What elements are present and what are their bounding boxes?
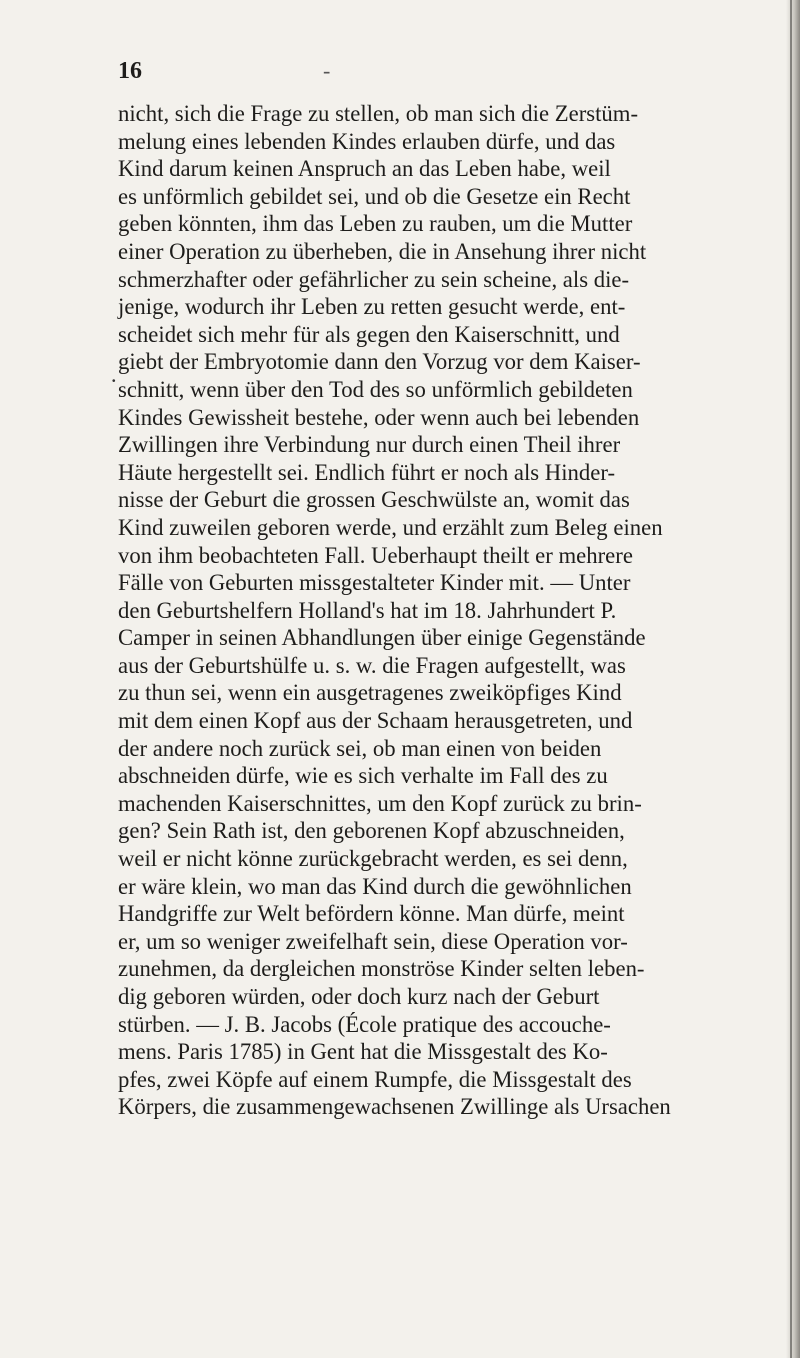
text-line: er wäre klein, wo man das Kind durch die gewöhnlichen [118,873,632,899]
text-line: scheidet sich mehr für als gegen den Kaiserschnitt, und [118,321,620,347]
text-line: den Geburtshelfern Holland's hat im 18. Jahrhundert P. [118,597,617,623]
text-line: Kind zuweilen geboren werde, und erzählt zum Beleg einen [118,514,663,540]
text-line: abschneiden dürfe, wie es sich verhalte im Fall des zu [118,763,608,789]
text-line: zunehmen, da dergleichen monströse Kinder selten leben- [118,956,645,982]
text-line: mens. Paris 1785) in Gent hat die Missgestalt des Ko- [118,1039,608,1065]
text-line: es unförmlich gebildet sei, und ob die Gesetze ein Recht [118,183,631,209]
text-line: einer Operation zu überheben, die in Ansehung ihrer nicht [118,238,647,264]
text-line: machenden Kaiserschnittes, um den Kopf zurück zu brin- [118,790,642,816]
text-line: nicht, sich die Frage zu stellen, ob man sich die Zerstüm- [118,101,639,126]
text-line: Kindes Gewissheit bestehe, oder wenn auch bei lebenden [118,404,640,430]
text-line: weil er nicht könne zurückgebracht werden, es sei denn, [118,846,628,872]
text-line: Kind darum keinen Anspruch an das Leben habe, weil [118,156,611,182]
text-line: der andere noch zurück sei, ob man einen von beiden [118,735,602,761]
text-line: giebt der Embryotomie dann den Vorzug vor dem Kaiser- [118,349,641,375]
text-line: Häute hergestellt sei. Endlich führt er noch als Hinder- [118,459,616,485]
text-line: von ihm beobachteten Fall. Ueberhaupt theilt er mehrere [118,542,633,568]
text-line: Körpers, die zusammengewachsenen Zwillinge als Ursachen [118,1094,671,1120]
text-line: Handgriffe zur Welt befördern könne. Man dürfe, meint [118,901,625,927]
page-edge-shadow [786,0,800,1358]
text-line: Zwillingen ihre Verbindung nur durch einen Theil ihrer [118,432,621,458]
page-edge-line [790,0,792,1358]
text-line: dig geboren würden, oder doch kurz nach der Geburt [118,984,600,1009]
body-text [118,100,788,1121]
text-line: mit dem einen Kopf aus der Schaam herausgetreten, und [118,708,633,734]
text-line: schnitt, wenn über den Tod des so unförmlich gebildeten [118,376,633,402]
text-line: nisse der Geburt die grossen Geschwülste an, womit das [118,487,630,513]
text-line: geben könnten, ihm das Leben zu rauben, um die Mutter [118,211,633,237]
text-line: Camper in seinen Abhandlungen über einige Gegenstände [118,625,646,651]
text-line: stürben. — J. B. Jacobs (École pratique des accouche- [118,1011,611,1037]
header-dash: - [323,58,331,83]
text-line: er, um so weniger zweifelhaft sein, diese Operation vor- [118,928,628,954]
text-line: gen? Sein Rath ist, den geborenen Kopf abzuschneiden, [118,818,625,844]
text-line: schmerzhafter oder gefährlicher zu sein scheine, als die- [118,266,630,292]
text-line: Fälle von Geburten missgestalteter Kinder mit. — Unter [118,570,631,596]
text-line: melung eines lebenden Kindes erlauben dürfe, und das [118,128,616,154]
stray-mark: • [112,376,116,387]
text-line: jenige, wodurch ihr Leben zu retten gesucht werde, ent- [118,294,626,320]
text-line: pfes, zwei Köpfe auf einem Rumpfe, die Missgestalt des [118,1066,632,1092]
text-line: zu thun sei, wenn ein ausgetragenes zweiköpfiges Kind [118,680,622,706]
page-number: 16 [118,58,142,84]
text-line: aus der Geburtshülfe u. s. w. die Fragen aufgestellt, was [118,652,626,678]
